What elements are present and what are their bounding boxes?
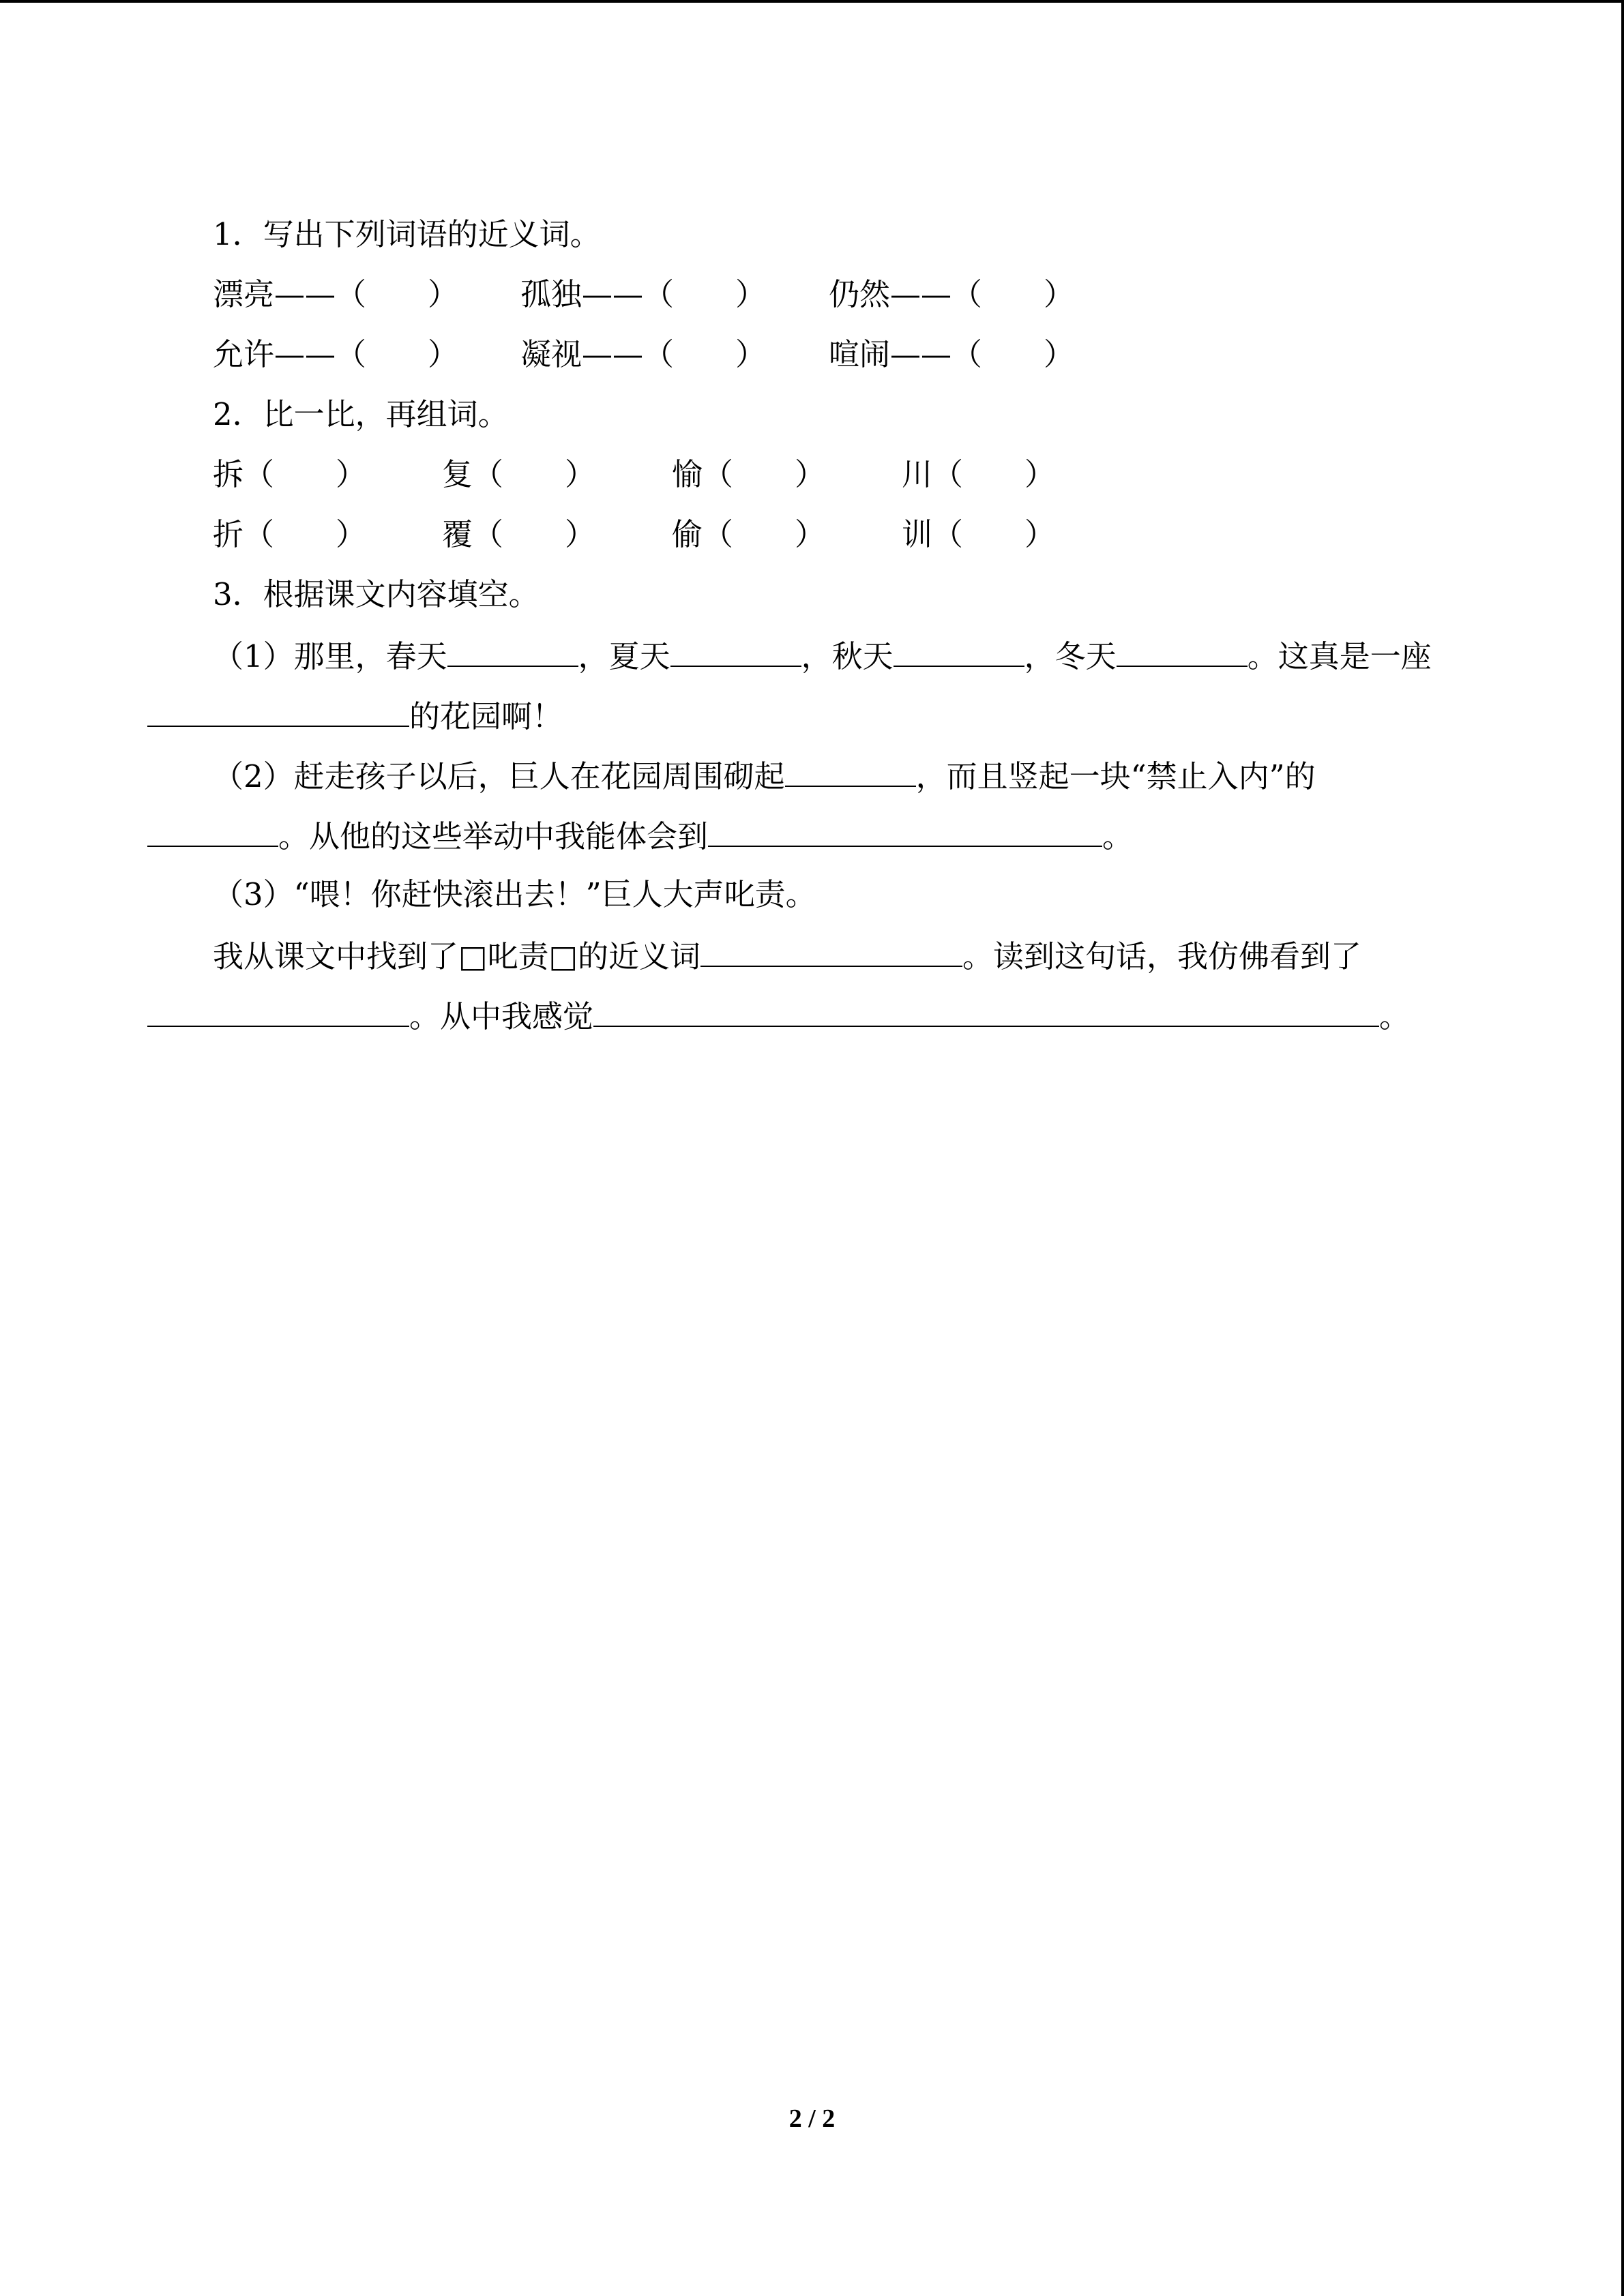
q3-p1-winter-text: ，冬天 <box>1024 638 1117 674</box>
q3-p4-feel-blank[interactable] <box>593 994 1379 1027</box>
q3-para-2-line-2 <box>147 814 1133 857</box>
q1-item-5: 凝视——（ ） <box>520 336 767 372</box>
q3-para-3: （3）“喂！你赶快滚出去！”巨人大声叱责。 <box>213 876 816 912</box>
q3-p4-synonym-text: 我从课文中找到了□叱责□的近义词 <box>213 938 701 974</box>
q3-p2-feel-text: 。从他的这些举动中我能体会到 <box>278 818 709 854</box>
q3-p4-see-blank[interactable] <box>147 994 409 1027</box>
q3-p1-garden-text: 。这真是一座 <box>1247 638 1432 674</box>
q3-p2-wall-text: （2）赶走孩子以后，巨人在花园周围砌起 <box>213 758 785 794</box>
q3-para-2-line-1 <box>213 754 1316 797</box>
page-top-border <box>0 0 1624 3</box>
q3-p4-end-text: 。 <box>1379 998 1411 1034</box>
q2-item-6: 覆（ ） <box>442 516 596 552</box>
q2-item-5: 折（ ） <box>213 516 367 552</box>
q3-p2-feel-blank[interactable] <box>708 814 1102 847</box>
q2-item-1: 拆（ ） <box>213 456 367 492</box>
q3-p1-spring-text: （1）那里，春天 <box>213 638 447 674</box>
q2-title: 2．比一比，再组词。 <box>213 396 509 432</box>
q3-p1-garden-blank[interactable] <box>147 694 409 727</box>
q1-title: 1．写出下列词语的近义词。 <box>213 216 601 252</box>
q3-p2-sign-blank[interactable] <box>147 814 278 847</box>
q3-para-4-line-1 <box>213 934 1361 977</box>
q1-item-1: 漂亮——（ ） <box>213 276 459 312</box>
q3-p4-feel-text: 。从中我感觉 <box>409 998 594 1034</box>
q3-p4-synonym-blank[interactable] <box>700 934 962 967</box>
q1-item-6: 喧闹——（ ） <box>829 336 1075 372</box>
q3-p1-spring-blank[interactable] <box>447 634 578 667</box>
q3-para-1-line-2 <box>147 694 563 737</box>
q3-p1-summer-text: ，夏天 <box>578 638 670 674</box>
q3-p1-end-text: 的花园啊！ <box>409 698 563 734</box>
q3-p2-wall-blank[interactable] <box>785 754 916 787</box>
q1-item-4: 允许——（ ） <box>213 336 459 372</box>
q2-item-4: 川（ ） <box>902 456 1056 492</box>
q3-title: 3．根据课文内容填空。 <box>213 576 540 612</box>
q2-item-7: 偷（ ） <box>672 516 826 552</box>
q3-p2-sign-text: ，而且竖起一块“禁止入内”的 <box>915 758 1316 794</box>
q3-p4-see-text: 。读到这句话，我仿佛看到了 <box>962 938 1362 974</box>
q3-p1-autumn-text: ，秋天 <box>801 638 894 674</box>
q3-para-4-line-2 <box>147 994 1410 1037</box>
q3-p1-winter-blank[interactable] <box>1117 634 1247 667</box>
q3-p1-autumn-blank[interactable] <box>894 634 1024 667</box>
q3-p1-summer-blank[interactable] <box>670 634 801 667</box>
q1-item-3: 仍然——（ ） <box>829 276 1075 312</box>
q3-p2-end-text: 。 <box>1102 818 1134 854</box>
q2-item-3: 愉（ ） <box>672 456 826 492</box>
q1-item-2: 孤独——（ ） <box>520 276 767 312</box>
q2-item-8: 训（ ） <box>902 516 1056 552</box>
q2-item-2: 复（ ） <box>442 456 596 492</box>
page-right-border <box>1621 0 1624 2296</box>
page-number: 2 / 2 <box>788 2104 836 2133</box>
q3-para-1-line-1 <box>213 634 1432 677</box>
